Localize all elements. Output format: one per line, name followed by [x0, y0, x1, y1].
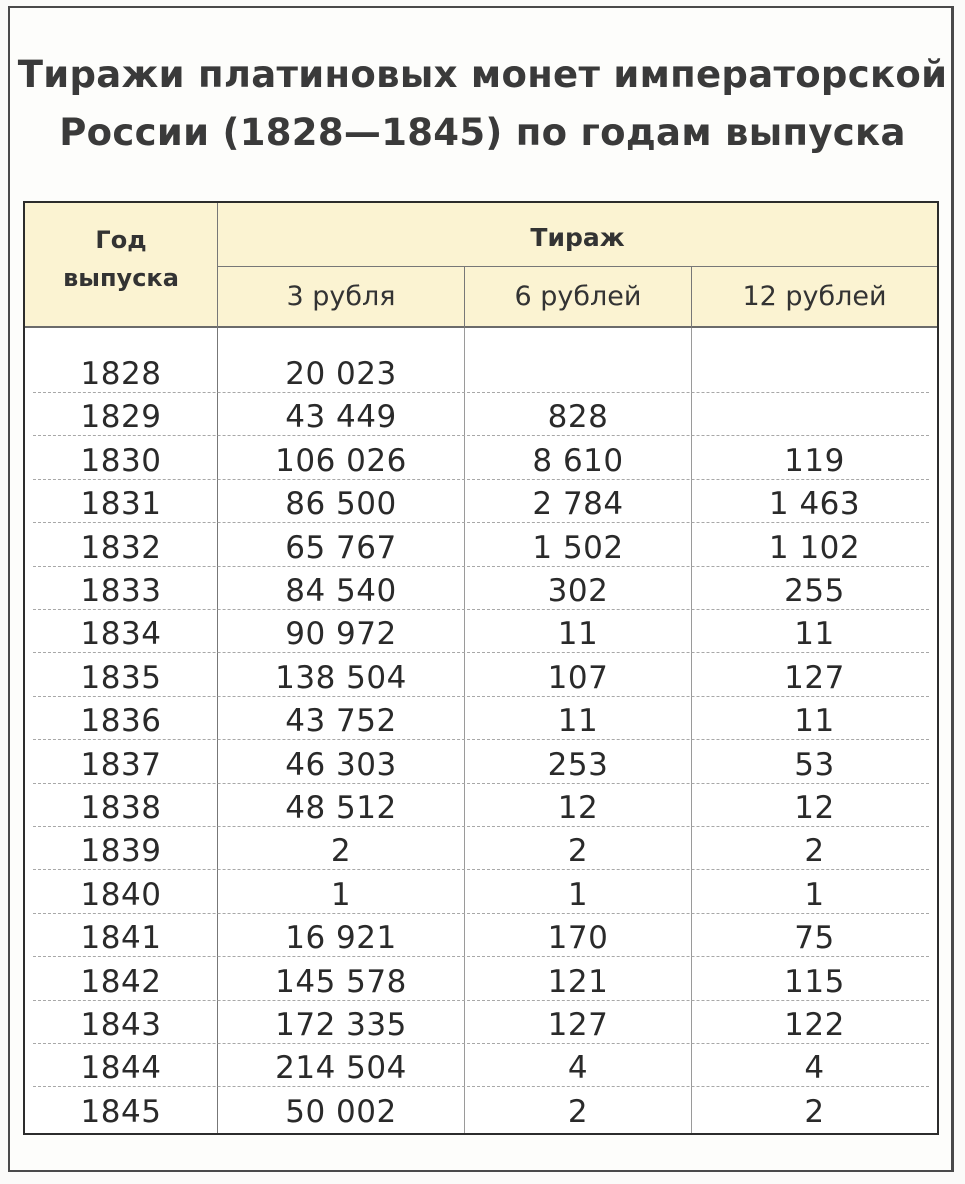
table-row	[25, 741, 937, 784]
circulation-6-rubles-cell: 12	[557, 790, 599, 826]
circulation-6-rubles-cell: 4	[567, 1050, 589, 1087]
header-column-divider	[464, 267, 465, 328]
circulation-6-rubles-cell: 11	[557, 616, 599, 653]
year-cell: 1835	[80, 659, 162, 696]
circulation-3-rubles-cell: 65 767	[285, 529, 397, 566]
circulation-3-rubles-cell: 20 023	[285, 356, 397, 392]
circulation-3-rubles-cell: 172 335	[275, 1007, 407, 1043]
circulation-12-rubles-cell: 255	[784, 573, 845, 609]
table-row	[25, 567, 937, 610]
table-row	[25, 914, 937, 957]
circulation-3-rubles-cell: 84 540	[285, 573, 397, 609]
circulation-12-rubles-cell: 1 463	[768, 486, 861, 523]
table-row	[25, 827, 937, 870]
year-cell: 1833	[80, 573, 162, 609]
year-cell: 1842	[80, 963, 162, 1000]
circulation-3-rubles-cell: 90 972	[285, 616, 397, 653]
year-column-header	[25, 221, 217, 297]
circulation-3-rubles-cell: 46 303	[285, 746, 397, 783]
year-cell: 1829	[80, 399, 162, 436]
year-cell: 1834	[80, 616, 162, 653]
circulation-12-rubles-cell: 119	[784, 442, 845, 479]
circulation-3-rubles-cell: 106 026	[275, 442, 407, 479]
header-column-divider	[691, 267, 692, 328]
circulation-12-rubles-cell: 11	[794, 616, 835, 653]
circulation-3-rubles-cell: 2	[330, 833, 352, 870]
circulation-12-rubles-cell: 11	[794, 703, 835, 740]
circulation-6-rubles-cell: 2 784	[532, 486, 624, 523]
year-header-line-1: Год	[95, 226, 147, 254]
circulation-12-rubles-cell: 127	[784, 659, 845, 696]
circulation-12-rubles-cell: 53	[794, 746, 835, 783]
circulation-6-rubles-cell: 8 610	[532, 442, 624, 479]
circulation-3-rubles-cell: 86 500	[285, 486, 397, 523]
circulation-12-rubles-cell: 12	[794, 790, 835, 826]
circulation-12-rubles-cell: 1	[804, 876, 825, 913]
table-row	[25, 1088, 937, 1131]
page-title	[0, 46, 965, 162]
table-row	[25, 480, 937, 523]
title-line-1: Тиражи платиновых монет императорской	[17, 53, 948, 96]
circulation-6-rubles-cell: 1 502	[532, 529, 624, 566]
circulation-3-rubles-cell: 1	[330, 876, 352, 913]
circulation-3-rubles-cell: 43 449	[285, 399, 397, 436]
table-header	[25, 203, 937, 328]
table-row	[25, 697, 937, 740]
circulation-6-rubles-cell: 107	[547, 659, 609, 696]
circulation-12-rubles-cell: 75	[794, 920, 835, 957]
circulation-6-rubles-cell: 11	[557, 703, 599, 740]
circulation-3-rubles-cell: 48 512	[285, 790, 397, 826]
circulation-group-header: Тираж	[530, 223, 625, 252]
table-row	[25, 350, 937, 393]
circulation-12-rubles-cell: 4	[804, 1050, 825, 1087]
table-row	[25, 610, 937, 653]
year-header-line-2: выпуска	[63, 264, 179, 292]
year-cell: 1832	[80, 529, 162, 566]
circulation-6-rubles-cell	[465, 350, 691, 393]
table-row	[25, 524, 937, 567]
year-cell: 1828	[80, 356, 162, 392]
table-row	[25, 1001, 937, 1044]
circulation-12-rubles-cell: 2	[804, 833, 825, 870]
year-cell: 1836	[80, 703, 162, 740]
year-cell: 1843	[80, 1007, 162, 1043]
year-cell: 1840	[80, 876, 162, 913]
table-row	[25, 958, 937, 1001]
circulation-6-rubles-cell: 2	[567, 1093, 589, 1130]
year-cell: 1838	[80, 790, 162, 826]
circulation-6-rubles-cell: 170	[547, 920, 609, 957]
year-cell: 1839	[80, 833, 162, 870]
circulation-6-rubles-cell: 121	[547, 963, 609, 1000]
circulation-6-rubles-cell: 253	[547, 746, 609, 783]
circulation-3-rubles-cell: 214 504	[275, 1050, 407, 1087]
circulation-12-rubles-cell: 122	[784, 1007, 845, 1043]
year-cell: 1837	[80, 746, 162, 783]
circulation-3-rubles-cell: 50 002	[285, 1093, 397, 1130]
column-header-6-rubles: 6 рублей	[514, 281, 642, 312]
circulation-12-rubles-cell	[692, 350, 937, 393]
circulation-12-rubles-cell: 1 102	[768, 529, 861, 566]
circulation-6-rubles-cell: 2	[567, 833, 589, 870]
title-line-2: России (1828—1845) по годам выпуска	[59, 111, 906, 154]
circulation-6-rubles-cell: 1	[567, 876, 589, 913]
circulation-3-rubles-cell: 138 504	[275, 659, 407, 696]
table-row	[25, 784, 937, 827]
table-row	[25, 654, 937, 697]
circulation-3-rubles-cell: 145 578	[275, 963, 407, 1000]
table-row	[25, 871, 937, 914]
table-row	[25, 437, 937, 480]
column-header-3-rubles: 3 рубля	[286, 281, 396, 312]
circulation-6-rubles-cell: 828	[547, 399, 609, 436]
circulation-6-rubles-cell: 127	[547, 1007, 609, 1043]
circulation-6-rubles-cell: 302	[547, 573, 609, 609]
table-row	[25, 1044, 937, 1087]
circulation-table	[23, 201, 939, 1135]
circulation-12-rubles-cell: 115	[784, 963, 845, 1000]
year-cell: 1845	[80, 1093, 162, 1130]
circulation-12-rubles-cell	[692, 393, 937, 436]
year-cell: 1831	[80, 486, 162, 523]
circulation-12-rubles-cell: 2	[804, 1093, 825, 1130]
year-cell: 1841	[80, 920, 162, 957]
column-header-12-rubles: 12 рублей	[742, 281, 887, 312]
table-row	[25, 393, 937, 436]
circulation-3-rubles-cell: 43 752	[285, 703, 397, 740]
circulation-3-rubles-cell: 16 921	[285, 920, 397, 957]
year-cell: 1830	[80, 442, 162, 479]
year-cell: 1844	[80, 1050, 162, 1087]
